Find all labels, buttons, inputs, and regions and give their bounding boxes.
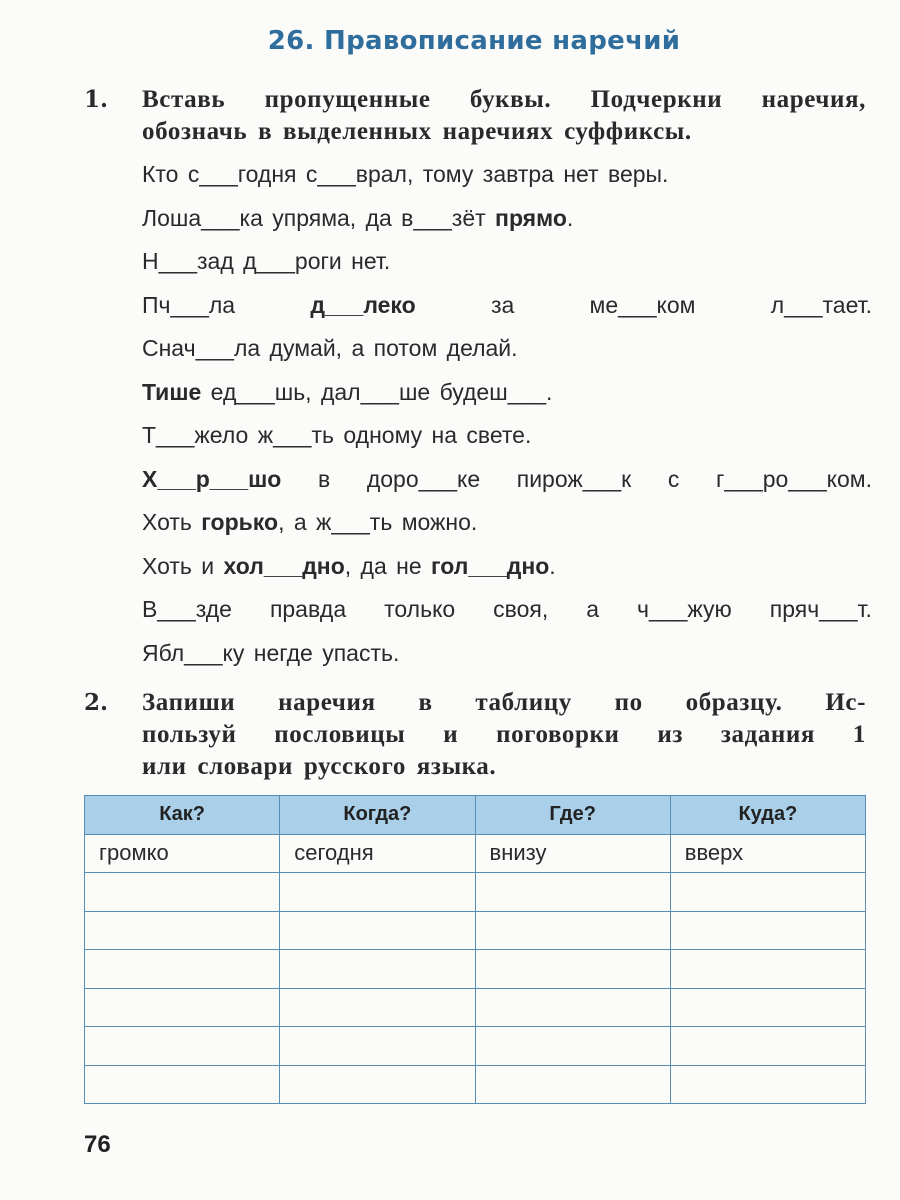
exercise-sentence [142,458,872,502]
highlighted-adverb: хол___дно [223,552,345,579]
sentence-fragment: Н___зад д___роги нет. [142,248,391,274]
sentence-fragment: Хоть [142,509,202,535]
blank-cell[interactable] [85,1027,280,1066]
instruction-line: или словари русского языка. [142,753,497,780]
highlighted-adverb: Х___р___шо [142,465,282,492]
sentence-fragment: Снач___ла думай, а потом делай. [142,335,518,361]
sentence-fragment: Ябл___ку негде упасть. [142,639,400,666]
adverb-table [84,795,866,1104]
table-row [85,1027,866,1066]
exercise-sentences [142,153,872,675]
blank-cell[interactable] [670,950,865,989]
blank-cell[interactable] [85,950,280,989]
sentence-fragment: , да не [344,552,432,579]
sentence-word: за [490,291,515,318]
page-title: 26. Правописание наречий [267,26,681,56]
column-header-where: Где? [475,796,670,835]
task-2-instruction [142,687,866,783]
sentence-word: правда [269,596,347,622]
blank-cell[interactable] [670,911,865,950]
blank-cell[interactable] [475,1027,670,1066]
table-row [85,1065,866,1104]
exercise-sentence [142,588,872,632]
sentence-word: доро___ке [366,465,481,492]
sample-cell: вверх [670,834,865,873]
sentence-word: ч___жую [637,596,732,622]
sentence-fragment: , а ж___ть можно. [278,509,478,535]
blank-cell[interactable] [85,1065,280,1104]
sentence-fragment: Кто с___годня с___врал, тому завтра нет веры. [142,161,669,187]
exercise-sentence [142,632,872,676]
sentence-word: в [317,465,331,492]
sample-cell: внизу [475,834,670,873]
column-header-how: Как? [85,796,280,835]
blank-cell[interactable] [280,988,475,1027]
instruction-line: обозначь в выделенных наречиях суффиксы. [142,118,692,145]
table-header-row [85,796,866,835]
sentence-fragment: ед___шь, дал___ше будеш___. [201,378,553,405]
blank-cell[interactable] [280,911,475,950]
exercise-sentence [142,197,872,241]
sentence-fragment: . [549,552,556,579]
blank-cell[interactable] [280,950,475,989]
blank-cell[interactable] [475,1065,670,1104]
highlighted-adverb: д___леко [310,291,416,318]
table-row [85,911,866,950]
blank-cell[interactable] [670,873,865,912]
sample-cell: сегодня [280,834,475,873]
exercise-sentence [142,240,872,284]
blank-cell[interactable] [475,873,670,912]
task-1-instruction [142,84,866,148]
blank-cell[interactable] [670,988,865,1027]
sentence-word: своя, [493,596,549,622]
blank-cell[interactable] [475,950,670,989]
table-row [85,834,866,873]
sentence-word: ме___ком [589,291,696,318]
exercise-sentence [142,284,872,328]
exercise-sentence [142,414,872,458]
instruction-line: пользуй пословицы и поговорки из задания 1 [142,721,866,748]
sentence-word: только [384,596,456,622]
table-row [85,873,866,912]
instruction-line: Запиши наречия в таблицу по образцу. Ис- [142,689,866,716]
table-row [85,950,866,989]
sentence-fragment: Лоша___ка упряма, да в___зёт [142,204,496,231]
sentence-word: а [586,596,600,622]
blank-cell[interactable] [85,873,280,912]
sample-cell: громко [85,834,280,873]
sentence-word: л___тает. [770,291,872,318]
exercise-sentence [142,501,872,545]
blank-cell[interactable] [475,988,670,1027]
highlighted-adverb: гол___дно [431,552,550,579]
sentence-word: г___ро___ком. [715,465,872,492]
exercise-sentence [142,153,872,197]
sentence-word: с [667,465,680,492]
sentence-fragment: Т___жело ж___ть одному на свете. [142,422,532,448]
task-2-number: 2. [84,689,109,716]
highlighted-adverb: Тише [142,378,202,405]
blank-cell[interactable] [670,1027,865,1066]
sentence-word: пряч___т. [769,596,872,622]
sentence-word: пирож___к [516,465,632,492]
page-number: 76 [84,1131,111,1158]
column-header-when: Когда? [280,796,475,835]
exercise-sentence [142,545,872,589]
table-row [85,988,866,1027]
blank-cell[interactable] [280,873,475,912]
blank-cell[interactable] [85,988,280,1027]
sentence-word: В___зде [142,596,232,622]
blank-cell[interactable] [85,911,280,950]
blank-cell[interactable] [280,1065,475,1104]
sentence-word: Пч___ла [142,291,236,318]
exercise-sentence [142,327,872,371]
blank-cell[interactable] [475,911,670,950]
highlighted-adverb: прямо [495,204,567,231]
blank-cell[interactable] [280,1027,475,1066]
column-header-whither: Куда? [670,796,865,835]
highlighted-adverb: горько [201,509,279,535]
sentence-fragment: Хоть и [142,552,224,579]
instruction-line: Вставь пропущенные буквы. Подчеркни наречия, [142,86,866,113]
blank-cell[interactable] [670,1065,865,1104]
exercise-sentence [142,371,872,415]
task-1-number: 1. [84,86,109,113]
sentence-fragment: . [566,204,574,231]
